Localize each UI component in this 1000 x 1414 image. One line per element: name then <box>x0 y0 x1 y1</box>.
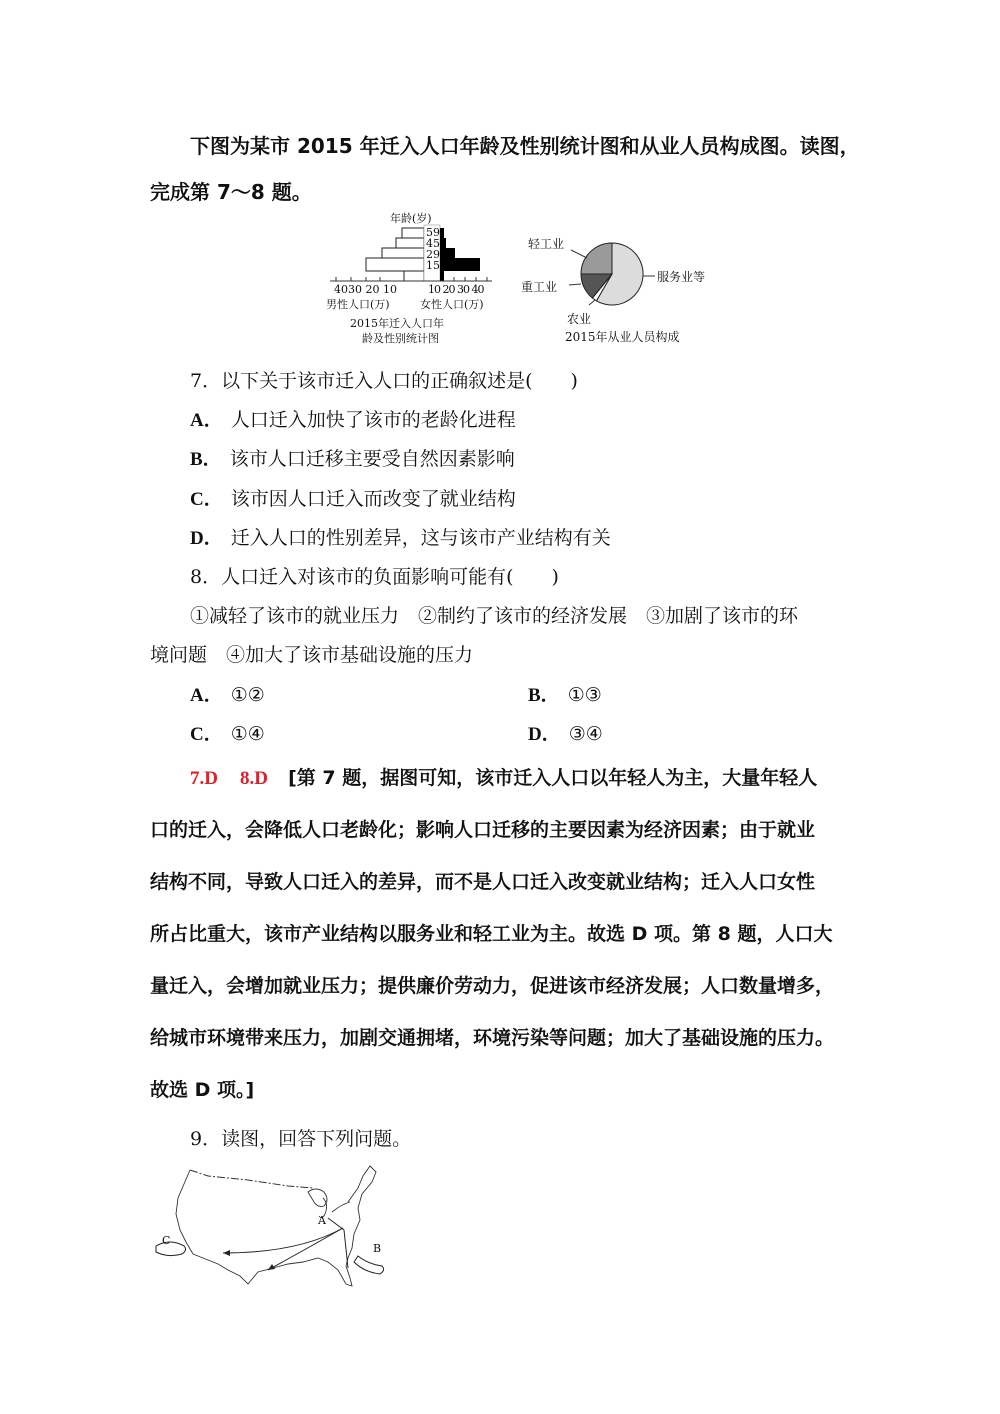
option-text: 迁入人口的性别差异，这与该市产业结构有关 <box>230 527 611 549</box>
option-label: B． <box>190 449 222 470</box>
answer-line-1 <box>190 763 817 790</box>
q8-option-c[interactable] <box>190 719 265 746</box>
age-tick-29: 29 <box>426 248 440 261</box>
answer-line-6: 给城市环境带来压力，加剧交通拥堵，环境污染等问题；加大了基础设施的压力。 <box>150 1027 835 1049</box>
age-tick-45: 45 <box>426 237 440 250</box>
q7-option-a[interactable] <box>190 405 516 432</box>
pie-label-services: 服务业等 <box>657 270 706 284</box>
q8-items-line-2: 境问题 ④加大了该市基础设施的压力 <box>150 644 474 666</box>
option-text: ①④ <box>230 723 265 745</box>
pie-caption: 2015年从业人员构成 <box>565 330 680 344</box>
q8-option-a[interactable] <box>190 680 265 707</box>
q9-stem: 9．读图，回答下列问题。 <box>190 1128 412 1150</box>
option-text: ③④ <box>568 723 603 745</box>
answer-line-2: 口的迁入，会降低人口老龄化；影响人口迁移的主要因素为经济因素；由于就业 <box>150 819 816 841</box>
right-x-ticks: 10 20 30 40 <box>428 283 484 296</box>
answer-line-4: 所占比重大，该市产业结构以服务业和轻工业为主。故选 D 项。第 8 题，人口大 <box>150 923 833 945</box>
q7-option-d[interactable] <box>190 523 611 550</box>
answer-text-1: [第 7 题，据图可知，该市迁入人口以年轻人为主，大量年轻人 <box>288 767 818 789</box>
option-label: A． <box>190 410 223 431</box>
age-tick-labels <box>426 227 440 271</box>
option-text: ①② <box>230 684 265 706</box>
female-axis-label: 女性人口(万) <box>420 298 484 311</box>
q7-stem: 7．以下关于该市迁入人口的正确叙述是( ) <box>190 370 578 392</box>
option-label: D． <box>190 528 223 549</box>
pyramid-caption-1: 2015年迁入人口年 <box>350 317 444 330</box>
option-text: 该市因人口迁入而改变了就业结构 <box>230 488 516 510</box>
option-label: C． <box>190 724 223 745</box>
intro-line-1: 下图为某市 2015 年迁入人口年龄及性别统计图和从业人员构成图。读图， <box>190 134 860 158</box>
q8-stem: 8．人口迁入对该市的负面影响可能有( ) <box>190 566 559 588</box>
left-x-ticks: 4030 20 10 <box>334 283 397 296</box>
pyramid-axis-title: 年龄(岁) <box>390 212 432 225</box>
q8-items-line-1: ①减轻了该市的就业压力 ②制约了该市的经济发展 ③加剧了该市的环 <box>190 605 799 627</box>
map-label-b: B <box>373 1242 382 1255</box>
answer-line-7: 故选 D 项。] <box>150 1079 255 1101</box>
answer-line-3: 结构不同，导致人口迁入的差异，而不是人口迁入改变就业结构；迁入人口女性 <box>150 871 816 893</box>
map-label-c: C <box>162 1234 171 1247</box>
us-map-figure <box>148 1158 398 1288</box>
q7-option-c[interactable] <box>190 484 516 511</box>
pie-label-agriculture: 农业 <box>567 312 592 326</box>
option-text: ①③ <box>567 684 602 706</box>
intro-line-2: 完成第 7～8 题。 <box>150 180 312 204</box>
option-text: 人口迁入加快了该市的老龄化进程 <box>230 409 516 431</box>
answer-key-8: 8.D <box>240 768 269 789</box>
answer-key-7: 7.D <box>190 768 218 789</box>
us-map-graphic <box>148 1158 398 1288</box>
population-pyramid-chart <box>320 205 510 355</box>
option-label: D． <box>528 724 561 745</box>
option-label: C． <box>190 489 223 510</box>
pie-label-heavy-industry: 重工业 <box>521 280 558 294</box>
answer-line-5: 量迁入，会增加就业压力；提供廉价劳动力，促进该市经济发展；人口数量增多， <box>150 975 835 997</box>
map-label-a: A <box>318 1214 326 1227</box>
pie-label-light-industry: 轻工业 <box>528 237 565 251</box>
option-label: B． <box>528 685 560 706</box>
age-tick-15: 15 <box>426 259 440 272</box>
option-text: 该市人口迁移主要受自然因素影响 <box>229 448 515 470</box>
age-tick-59: 59 <box>426 226 440 239</box>
male-axis-label: 男性人口(万) <box>326 298 390 311</box>
employment-pie-chart <box>515 228 715 348</box>
q8-option-d[interactable] <box>528 719 603 746</box>
q8-option-b[interactable] <box>528 680 602 707</box>
q7-option-b[interactable] <box>190 444 515 471</box>
option-label: A． <box>190 685 223 706</box>
pyramid-caption-2: 龄及性别统计图 <box>362 332 439 345</box>
